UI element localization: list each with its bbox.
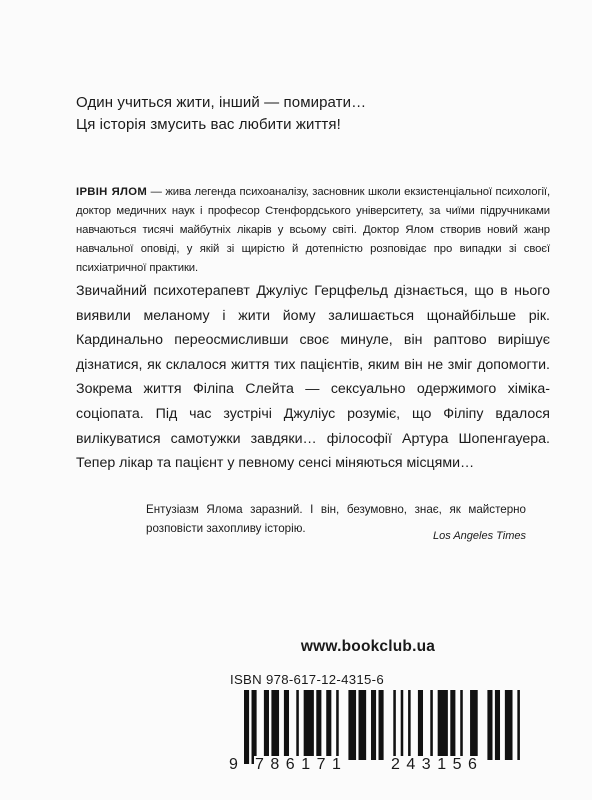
barcode-bar (401, 690, 404, 764)
barcode-bar (408, 690, 411, 760)
barcode-bar (296, 690, 299, 760)
barcode-bar (393, 690, 396, 764)
barcode-bar (326, 690, 331, 760)
author-name: ІРВІН ЯЛОМ (76, 186, 148, 198)
publisher-website: www.bookclub.ua (300, 638, 436, 655)
barcode-bar (438, 690, 448, 760)
barcode-digits-left: 786171 (255, 756, 348, 773)
isbn-barcode (230, 690, 524, 774)
barcode-bar (252, 690, 257, 764)
author-bio-text: — жива легенда психоаналізу, засновник школи екзистенціальної психології, доктор медичних наук і професор Стенфордського університету, за чиїми підручниками навчаються тисячі майбутніх лікарів у всьому світі. Доктор Ялом створив новий жанр навчальної оповіді, у якій зі щирістю й дотепністю розповідає про випадки зі своєї психіатричної практики. (76, 186, 550, 274)
tagline (76, 92, 536, 136)
author-bio (76, 183, 550, 278)
barcode-bar (348, 690, 356, 760)
tagline-line-1: Один учиться жити, інший — помирати… (76, 94, 367, 111)
barcode-digits-right: 243156 (391, 756, 484, 773)
barcode-bar (244, 690, 249, 764)
barcode-bar (316, 690, 321, 760)
barcode-bar (418, 690, 423, 760)
review-source: Los Angeles Times (432, 530, 526, 542)
barcode-bar (284, 690, 289, 760)
barcode-bar (336, 690, 339, 760)
barcode-bar (271, 690, 279, 760)
barcode-bar (495, 690, 500, 760)
barcode-bar (371, 690, 376, 760)
tagline-line-2: Ця історія змусить вас любити життя! (76, 116, 341, 133)
barcode-bars (230, 690, 524, 764)
book-synopsis: Звичайний психотерапевт Джуліус Герцфельд дізнається, що в нього виявили меланому і жити йому залишається щонайбільше рік. Кардинально переосмисливши своє минуле, він раптово вирішує дізнатися, як склалося життя тих пацієнтів, яким він не зміг допомогти. Зокрема життя Філіпа Слейта — сексуально одержимого хіміка-соціопата. Під час зустрічі Джуліус розуміє, що Філіпу вдалося вилікуватися самотужки завдяки… філософії Артура Шопенгауера. Тепер лікар та пацієнт у певному сенсі міняються місцями… (76, 283, 550, 472)
barcode-digit-lead: 9 (229, 756, 238, 773)
barcode-bar (460, 690, 463, 760)
barcode-bar (470, 690, 478, 760)
isbn-number: ISBN 978-617-12-4315-6 (230, 672, 384, 687)
barcode-bar (517, 690, 520, 760)
barcode-bar (505, 690, 513, 760)
barcode-bar (359, 690, 367, 760)
barcode-bar (450, 690, 455, 760)
barcode-bar (487, 690, 492, 760)
barcode-bar (430, 690, 433, 760)
barcode-bar (264, 690, 269, 760)
barcode-bar (379, 690, 384, 760)
review-quote: Ентузіазм Ялома заразний. І він, безумовно, знає, як майстерно розповісти захопливу історію. (146, 503, 526, 535)
barcode-bar (304, 690, 314, 760)
